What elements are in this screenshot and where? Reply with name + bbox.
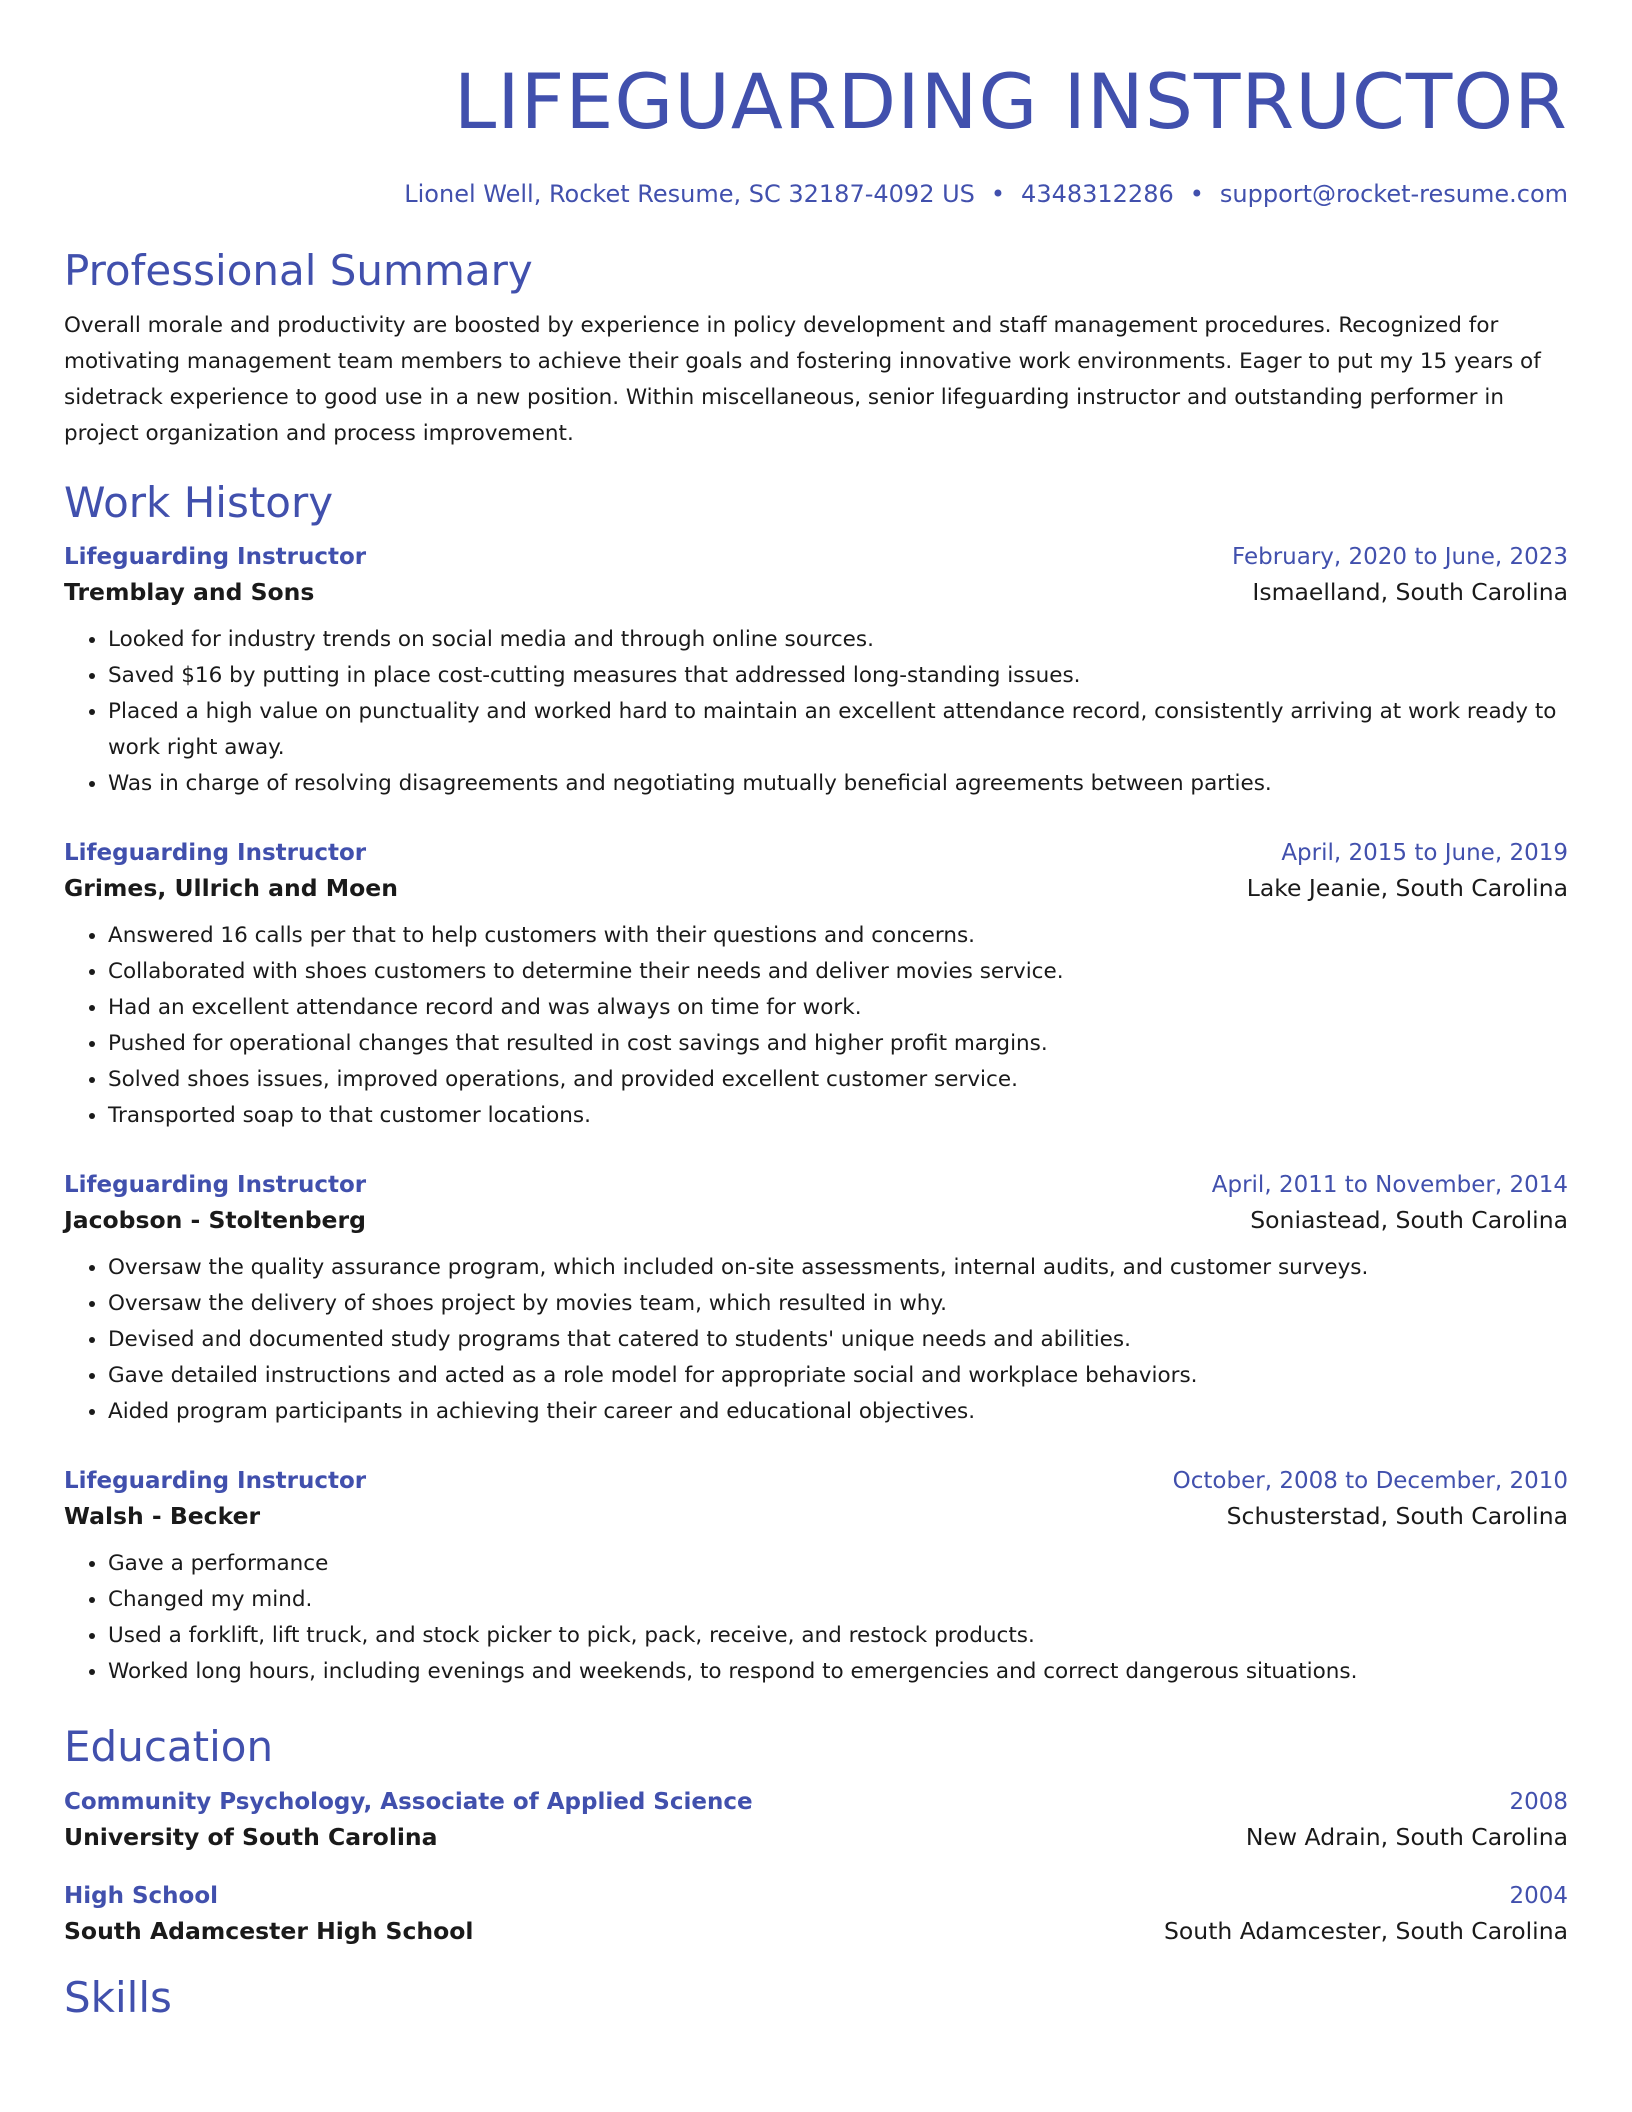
list-item: • Gave a performance — [108, 1546, 1568, 1582]
skills-heading: Skills — [64, 1972, 172, 2022]
job-company: Tremblay and Sons — [64, 578, 315, 607]
education-section — [64, 1724, 1568, 1944]
work-history-heading: Work History — [64, 478, 334, 528]
list-item: • Worked long hours, including evenings and weekends, to respond to emergencies and correct dangerous situations. — [108, 1654, 1568, 1690]
education-header-row — [64, 1883, 1568, 1909]
job-location: Schusterstad, South Carolina — [1226, 1502, 1568, 1531]
job-title: Lifeguarding Instructor — [64, 1172, 367, 1199]
job-location: Lake Jeanie, South Carolina — [1246, 874, 1568, 903]
list-item: • Changed my mind. — [108, 1582, 1568, 1618]
list-item: • Collaborated with shoes customers to determine their needs and deliver movies service. — [108, 954, 1568, 990]
job-title: Lifeguarding Instructor — [64, 840, 367, 867]
education-year: 2004 — [1509, 1882, 1568, 1909]
resume-title: LIFEGUARDING INSTRUCTOR — [453, 57, 1568, 146]
list-item: • Gave detailed instructions and acted as a role model for appropriate social and workplace behaviors. — [108, 1358, 1568, 1394]
list-item: • Had an excellent attendance record and was always on time for work. — [108, 990, 1568, 1026]
job-dates: April, 2011 to November, 2014 — [1211, 1172, 1568, 1199]
job-header-row — [64, 1468, 1568, 1494]
education-entry — [64, 1789, 1568, 1851]
list-item: • Aided program participants in achieving their career and educational objectives. — [108, 1394, 1568, 1430]
education-school-row — [64, 1917, 1568, 1945]
list-item: • Saved $16 by putting in place cost-cutting measures that addressed long-standing issues. — [108, 658, 1568, 694]
job-bullets — [64, 1250, 1568, 1430]
list-item: • Devised and documented study programs that catered to students' unique needs and abilities. — [108, 1322, 1568, 1358]
job-header-row — [64, 840, 1568, 866]
work-history-section — [64, 480, 1568, 1690]
job-location: Soniastead, South Carolina — [1250, 1206, 1568, 1235]
list-item: • Was in charge of resolving disagreements and negotiating mutually beneficial agreements between parties. — [108, 766, 1568, 802]
list-item: • Placed a high value on punctuality and worked hard to maintain an excellent attendance record, consistently arriving at work ready to work right away. — [108, 694, 1568, 766]
job-dates: October, 2008 to December, 2010 — [1172, 1468, 1568, 1495]
job-entry — [64, 840, 1568, 1134]
education-degree: Community Psychology, Associate of Applied Science — [64, 1788, 753, 1815]
list-item: • Oversaw the delivery of shoes project by movies team, which resulted in why. — [108, 1286, 1568, 1322]
education-heading: Education — [64, 1722, 274, 1772]
list-item: • Used a forklift, lift truck, and stock picker to pick, pack, receive, and restock products. — [108, 1618, 1568, 1654]
job-header-row — [64, 544, 1568, 570]
job-entry — [64, 1468, 1568, 1690]
job-dates: April, 2015 to June, 2019 — [1281, 840, 1568, 867]
summary-heading: Professional Summary — [64, 246, 533, 295]
contact-separator: • — [1189, 180, 1204, 208]
summary-section — [64, 248, 1568, 452]
education-location: South Adamcester, South Carolina — [1164, 1916, 1568, 1945]
job-dates: February, 2020 to June, 2023 — [1231, 544, 1568, 571]
contact-email: support@rocket-resume.com — [1219, 180, 1568, 208]
education-year: 2008 — [1509, 1788, 1568, 1815]
job-bullets — [64, 622, 1568, 802]
job-title: Lifeguarding Instructor — [64, 1468, 367, 1495]
contact-line — [64, 182, 1568, 206]
job-company: Jacobson - Stoltenberg — [64, 1206, 366, 1235]
list-item: • Transported soap to that customer locations. — [108, 1098, 1568, 1134]
job-company: Walsh - Becker — [64, 1502, 261, 1531]
job-company-row — [64, 874, 1568, 902]
job-location: Ismaelland, South Carolina — [1252, 578, 1568, 607]
education-school: South Adamcester High School — [64, 1916, 474, 1945]
list-item: • Pushed for operational changes that resulted in cost savings and higher profit margins. — [108, 1026, 1568, 1062]
list-item: • Looked for industry trends on social media and through online sources. — [108, 622, 1568, 658]
job-company-row — [64, 1206, 1568, 1234]
job-entry — [64, 1172, 1568, 1430]
job-company-row — [64, 1502, 1568, 1530]
education-location: New Adrain, South Carolina — [1245, 1822, 1568, 1851]
job-company: Grimes, Ullrich and Moen — [64, 874, 398, 903]
list-item: • Answered 16 calls per that to help customers with their questions and concerns. — [108, 918, 1568, 954]
contact-separator: • — [990, 180, 1006, 208]
job-bullets — [64, 918, 1568, 1134]
contact-phone: 4348312286 — [1021, 180, 1174, 208]
job-company-row — [64, 578, 1568, 606]
education-school: University of South Carolina — [64, 1822, 438, 1851]
skills-section — [64, 1972, 1568, 2022]
summary-text: Overall morale and productivity are boosted by experience in policy development and staff management procedures. Recognized for motivating management team members to achieve their goals and fostering innovative work environments. Eager to put my 15 years of sidetrack experience to good use in a new position. Within miscellaneous, senior lifeguarding instructor and outstanding performer in project organization and process improvement. — [64, 313, 1541, 447]
job-bullets — [64, 1546, 1568, 1690]
education-school-row — [64, 1823, 1568, 1851]
education-degree: High School — [64, 1882, 219, 1909]
education-entry — [64, 1883, 1568, 1945]
contact-address: Lionel Well, Rocket Resume, SC 32187-4092 US — [404, 180, 975, 208]
education-header-row — [64, 1789, 1568, 1815]
job-title: Lifeguarding Instructor — [64, 544, 367, 571]
list-item: • Solved shoes issues, improved operations, and provided excellent customer service. — [108, 1062, 1568, 1098]
list-item: • Oversaw the quality assurance program, which included on-site assessments, internal audits, and customer surveys. — [108, 1250, 1568, 1286]
job-entry — [64, 544, 1568, 802]
job-header-row — [64, 1172, 1568, 1198]
